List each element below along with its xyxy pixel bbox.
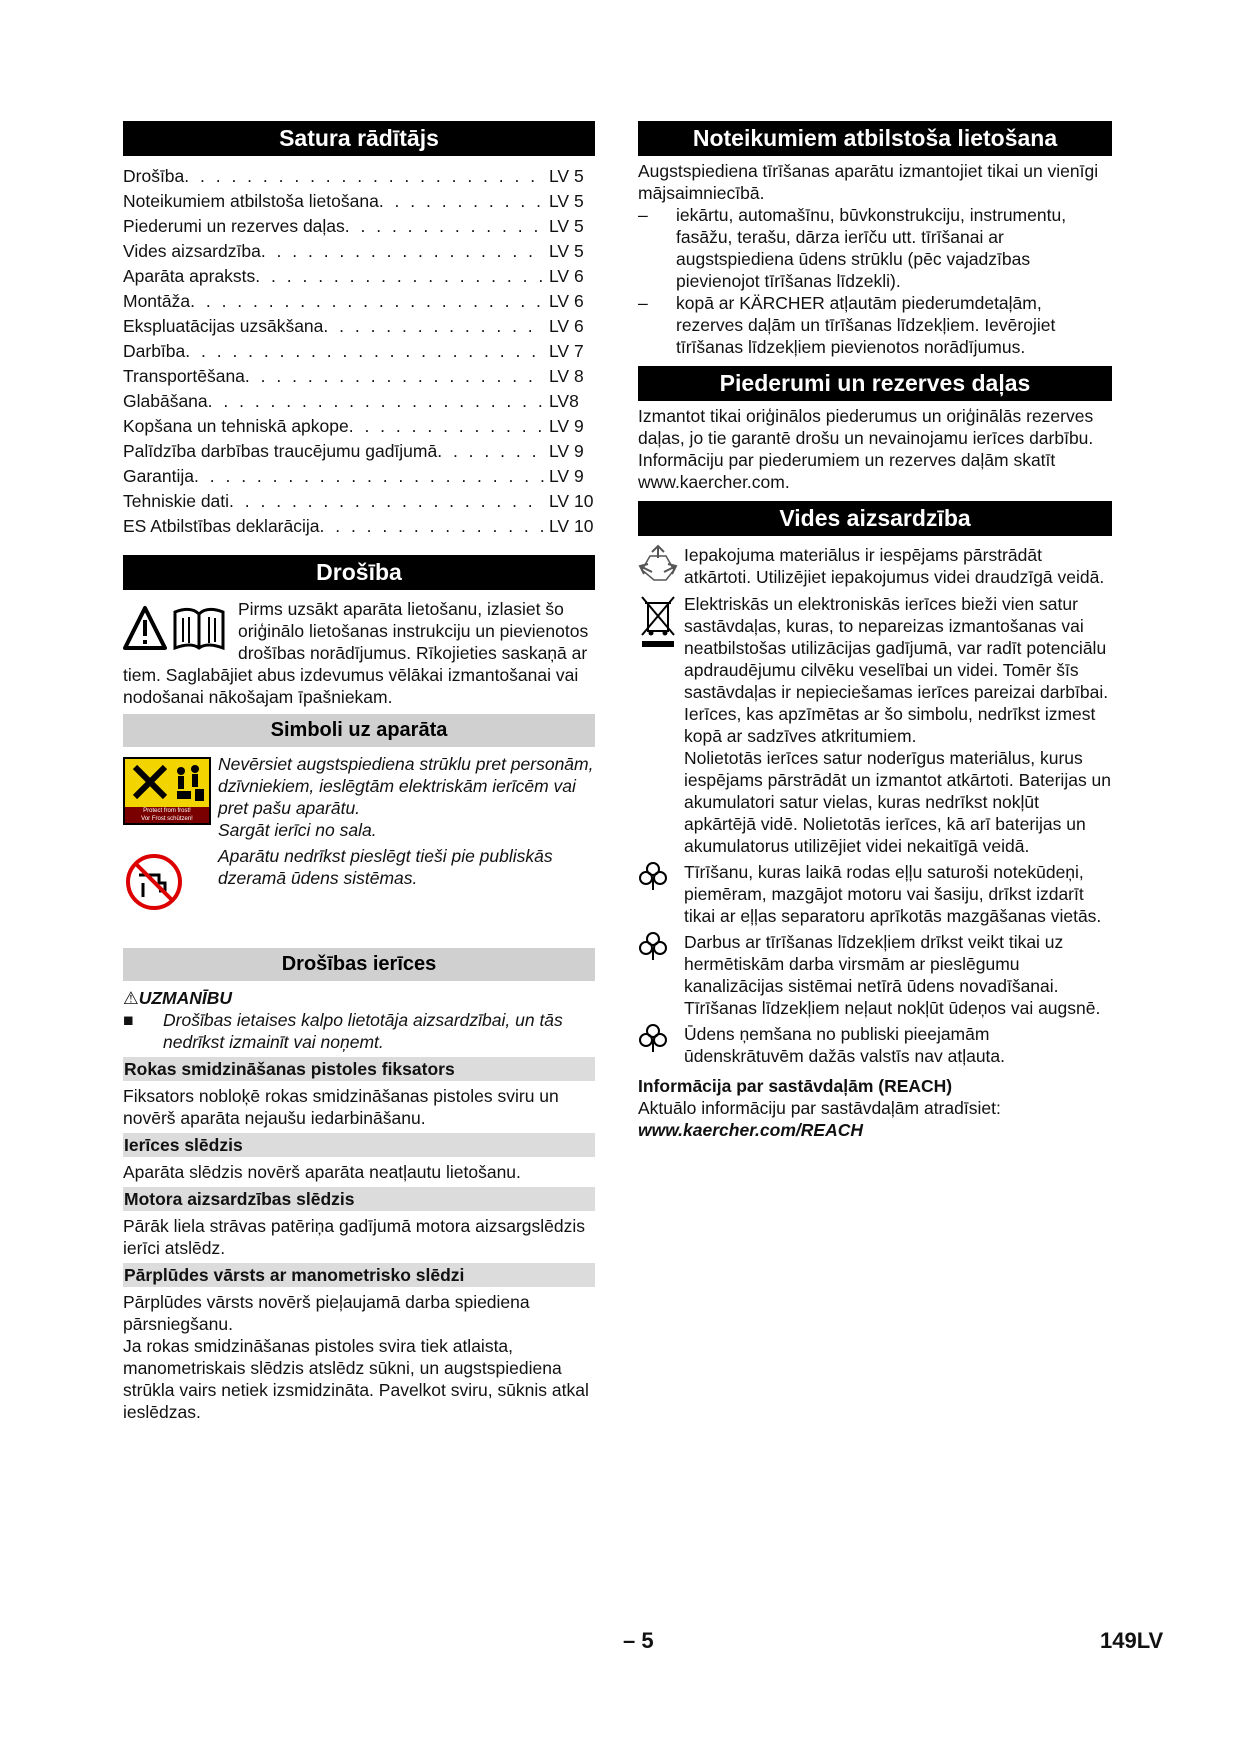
toc-page: LV 10 — [549, 516, 594, 536]
motor-switch-heading: Motora aizsardzības slēdzis — [123, 1187, 595, 1211]
toc-title: ES Atbilstības deklarācija — [123, 516, 320, 536]
caution-item — [123, 1009, 595, 1053]
left-column — [123, 121, 595, 1423]
toc-row[interactable] — [123, 189, 595, 214]
caution-icon: ⚠ — [123, 988, 139, 1008]
toc-page: LV 9 — [549, 441, 584, 461]
caution-label: ⚠UZMANĪBU — [123, 988, 233, 1008]
env-item-oil — [638, 861, 1112, 927]
accessories-heading: Piederumi un rezerves daļas — [638, 366, 1112, 401]
toc-leader-dots — [255, 264, 545, 289]
bullet-square-icon: ■ — [123, 1010, 134, 1030]
toc-page: LV 6 — [549, 316, 584, 336]
page-code: 149LV — [1100, 1628, 1164, 1653]
motor-switch-text: Pārāk liela strāvas patēriņa gadījumā motora aizsargslēdzis ierīci atslēdz. — [123, 1216, 586, 1258]
env-item-weee — [638, 593, 1112, 857]
symbols-heading: Simboli uz aparāta — [123, 714, 595, 747]
toc-title: Kopšana un tehniskā apkope — [123, 416, 349, 436]
caution-text: Drošības ietaises kalpo lietotāja aizsardzībai, un tās nedrīkst izmainīt vai noņemt. — [163, 1010, 563, 1052]
device-switch-text: Aparāta slēdzis novērš aparāta neatļautu lietošanu. — [123, 1162, 521, 1182]
warning-manual-icon — [123, 604, 238, 652]
toc-page: LV 6 — [549, 266, 584, 286]
toc-row[interactable] — [123, 164, 595, 189]
table-of-contents — [123, 164, 595, 539]
crossed-bin-icon — [638, 593, 684, 857]
toc-title: Garantija — [123, 466, 195, 486]
safety-heading: Drošība — [123, 555, 595, 590]
toc-page: LV 8 — [549, 366, 584, 386]
frost-label-de: Vor Frost schützen! — [141, 816, 193, 822]
usage-list — [638, 204, 1112, 358]
devices-heading: Drošības ierīces — [123, 948, 595, 981]
toc-title: Tehniskie dati — [123, 491, 230, 511]
toc-row[interactable] — [123, 364, 595, 389]
toc-page: LV 7 — [549, 341, 584, 361]
reach-link[interactable]: www.kaercher.com/REACH — [638, 1120, 863, 1140]
toc-row[interactable] — [123, 464, 595, 489]
toc-title: Glabāšana — [123, 391, 208, 411]
toc-title: Noteikumiem atbilstoša lietošana — [123, 191, 379, 211]
toc-title: Drošība — [123, 166, 185, 186]
env-text-5: Ūdens ņemšana no publiski pieejamām ūdenskrātuvēm dažās valstīs nav atļauta. — [684, 1024, 1006, 1066]
accessories-text-1: Izmantot tikai oriģinālos piederumus un oriģinālās rezerves daļas, jo tie garantē drošu un nevainojamu ierīces darbību. — [638, 406, 1094, 448]
toc-page: LV 6 — [549, 291, 584, 311]
toc-leader-dots — [349, 414, 545, 439]
reach-text: Aktuālo informāciju par sastāvdaļām atradīsiet: — [638, 1098, 1001, 1118]
toc-row[interactable] — [123, 214, 595, 239]
environment-symbol-icon — [638, 1023, 684, 1067]
symbols-text-1: Nevērsiet augstspiediena strūklu pret personām, dzīvniekiem, ieslēgtām elektriskām ierīcēm vai pret pašu aparātu. — [218, 754, 594, 818]
toc-title: Palīdzība darbības traucējumu gadījumā — [123, 441, 438, 461]
toc-page: LV 5 — [549, 216, 584, 236]
toc-page: LV 9 — [549, 466, 584, 486]
env-item-water — [638, 1023, 1112, 1067]
right-column — [638, 121, 1112, 1141]
env-item-recycling — [638, 544, 1112, 589]
toc-title: Piederumi un rezerves daļas — [123, 216, 345, 236]
overflow-valve-text-1: Pārplūdes vārsts novērš pieļaujamā darba spiediena pārsniegšanu. — [123, 1292, 530, 1334]
accessories-text-2: Informāciju par piederumiem un rezerves daļām skatīt www.kaercher.com. — [638, 450, 1056, 492]
usage-heading: Noteikumiem atbilstoša lietošana — [638, 121, 1112, 156]
toc-row[interactable] — [123, 439, 595, 464]
toc-leader-dots — [323, 314, 545, 339]
toc-page: LV 10 — [549, 491, 594, 511]
toc-page: LV8 — [549, 391, 579, 411]
toc-title: Montāža — [123, 291, 191, 311]
toc-leader-dots — [345, 214, 545, 239]
toc-row[interactable] — [123, 514, 595, 539]
toc-page: LV 9 — [549, 416, 584, 436]
page-number: – 5 — [623, 1628, 654, 1653]
usage-item-1: – iekārtu, automašīnu, būvkonstrukciju, instrumentu, fasāžu, terašu, dārza ierīču utt. tīrīšanai ar augstspiediena ūdens strūklu (pēc vajadzības pievienojot tīrīšanas līdzekli). — [638, 204, 1112, 292]
reach-heading: Informācija par sastāvdaļām (REACH) — [638, 1076, 953, 1096]
toc-row[interactable] — [123, 414, 595, 439]
safety-intro-text: Pirms uzsākt aparāta lietošanu, izlasiet šo oriģinālo lietošanas instrukciju un pievienotos drošības norādījumus. Rīkojieties saskaņā ar tiem. Saglabājiet abus izdevumus vēlākai izmantošanai vai nodošanai nākošajam īpašniekam. — [123, 599, 589, 707]
environment-symbol-icon — [638, 861, 684, 927]
usage-item-2: – kopā ar KÄRCHER atļautām piederumdetaļām, rezerves daļām un tīrīšanas līdzekļiem. Ievērojiet tīrīšanas līdzekļiem pievienotos norādījumus. — [638, 292, 1112, 358]
env-text-2b: Nolietotās ierīces satur noderīgus materiālus, kurus iespējams pārstrādāt un izmantot atkārtoti. Baterijas un akumulatori satur vielas, kuras nedrīkst nokļūt apkārtējā vidē. Nolietotās ierīces, kā arī baterijas un akumulatorus utilizējiet videi nekaitīgā veidā. — [684, 748, 1112, 856]
toc-leader-dots — [261, 239, 545, 264]
symbol-icons — [123, 753, 218, 916]
toc-leader-dots — [320, 514, 546, 539]
toc-row[interactable] — [123, 289, 595, 314]
symbols-text-2: Sargāt ierīci no sala. — [218, 820, 377, 840]
env-text-1: Iepakojuma materiālus ir iespējams pārstrādāt atkārtoti. Utilizējiet iepakojumus videi draudzīgā veidā. — [684, 545, 1105, 587]
symbols-text-3: Aparātu nedrīkst pieslēgt tieši pie publiskās dzeramā ūdens sistēmas. — [218, 846, 553, 888]
gun-lock-heading: Rokas smidzināšanas pistoles fiksators — [123, 1057, 595, 1081]
toc-leader-dots — [208, 389, 545, 414]
toc-leader-dots — [379, 189, 545, 214]
toc-page: LV 5 — [549, 166, 584, 186]
toc-row[interactable] — [123, 239, 595, 264]
toc-leader-dots — [194, 464, 545, 489]
symbols-block — [123, 753, 595, 916]
toc-row[interactable] — [123, 489, 595, 514]
toc-row[interactable] — [123, 389, 595, 414]
recycling-icon — [638, 544, 684, 589]
toc-leader-dots — [184, 164, 545, 189]
toc-leader-dots — [245, 364, 545, 389]
env-text-3: Tīrīšanu, kuras laikā rodas eļļu saturoši notekūdeņi, piemēram, mazgājot motoru vai šasiju, drīkst izdarīt tikai ar eļļas separatoru aprīkotās mazgāšanas vietās. — [684, 862, 1102, 926]
env-text-4: Darbus ar tīrīšanas līdzekļiem drīkst veikt tikai uz hermētiskām darba virsmām ar pieslēgumu kanalizācijas sistēmai netīrā ūdens novadīšanai. Tīrīšanas līdzekļiem neļaut nokļūt ūdeņos vai augsnē. — [684, 932, 1101, 1018]
frost-label-en: Protect from frost! — [143, 808, 191, 814]
overflow-valve-heading: Pārplūdes vārsts ar manometrisko slēdzi — [123, 1263, 595, 1287]
gun-lock-text: Fiksators nobloķē rokas smidzināšanas pistoles sviru un novērš aparāta nejaušu iedarbināšanu. — [123, 1086, 559, 1128]
toc-leader-dots — [229, 489, 545, 514]
toc-leader-dots — [185, 339, 545, 364]
usage-intro: Augstspiediena tīrīšanas aparātu izmantojiet tikai un vienīgi mājsaimniecībā. — [638, 161, 1099, 203]
device-switch-heading: Ierīces slēdzis — [123, 1133, 595, 1157]
env-text-2a: Elektriskās un elektroniskās ierīces bieži vien satur sastāvdaļas, kuras, to nepareizas izmantošanas vai neatbilstošas utilizācijas gadījumā, var radīt potenciālu apdraudējumu cilvēku veselībai un videi. Tomēr šīs sastāvdaļas ir nepieciešamas ierīces pareizai darbībai. Ierīces, kas apzīmētas ar šo simbolu, nedrīkst izmest kopā ar sadzīves atkritumiem. — [684, 594, 1109, 746]
toc-page: LV 5 — [549, 191, 584, 211]
toc-row[interactable] — [123, 339, 595, 364]
toc-title: Aparāta apraksts — [123, 266, 256, 286]
toc-heading: Satura rādītājs — [123, 121, 595, 156]
env-item-detergent — [638, 931, 1112, 1019]
environment-symbol-icon — [638, 931, 684, 1019]
environment-heading: Vides aizsardzība — [638, 501, 1112, 536]
toc-title: Vides aizsardzība — [123, 241, 261, 261]
toc-title: Ekspluatācijas uzsākšana — [123, 316, 324, 336]
toc-title: Darbība — [123, 341, 186, 361]
safety-intro-block — [123, 598, 595, 708]
toc-leader-dots — [437, 439, 545, 464]
toc-row[interactable] — [123, 264, 595, 289]
toc-row[interactable] — [123, 314, 595, 339]
toc-title: Transportēšana — [123, 366, 245, 386]
no-spray-warning-icon — [123, 757, 211, 825]
overflow-valve-text-2: Ja rokas smidzināšanas pistoles svira tiek atlaista, manometriskais slēdzis atslēdz sūkni, un augstspiediena strūkla vairs netiek izsmidzināta. Pavelkot sviru, sūknis atkal ieslēdzas. — [123, 1336, 589, 1422]
toc-leader-dots — [190, 289, 545, 314]
toc-page: LV 5 — [549, 241, 584, 261]
no-drinking-water-connection-icon — [123, 853, 218, 916]
